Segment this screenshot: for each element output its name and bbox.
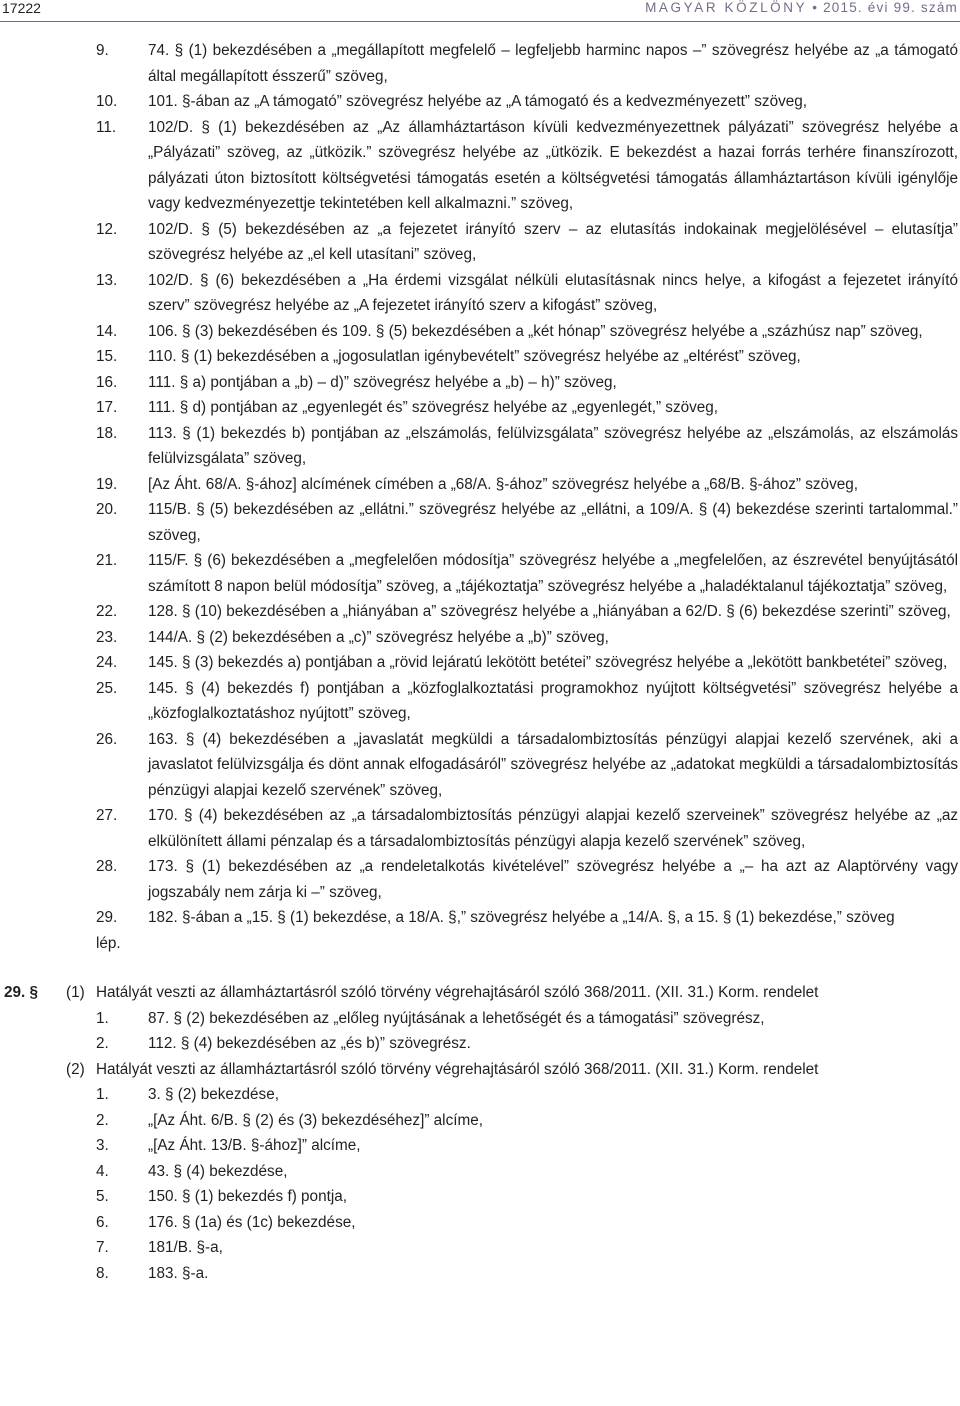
section-label: 29. §: [4, 984, 39, 1001]
point-number: 2.: [96, 1035, 109, 1052]
item-number: 15.: [96, 348, 118, 365]
list-item: [0, 370, 960, 396]
section-paragraph: [0, 1057, 960, 1083]
amendment-list: [0, 38, 960, 931]
paragraph-number: (2): [66, 1060, 85, 1078]
item-text: 163. § (4) bekezdésében a „javaslatát megküldi a társadalombiztosítás pénzügyi alapjai kezelő szervének, aki a javaslatot felülvizsgálja és dönt annak elfogadásáról” szövegrész helyébe az „adatokat megküldi a társadalombiztosítás pénzügyi alapjai kezelő szervének” szöveg,: [148, 730, 958, 799]
paragraph-text: Hatályát veszti az államháztartásról szóló törvény végrehajtásáról szóló 368/2011. (XII. 31.) Korm. rendelet: [96, 984, 819, 1001]
list-item: [0, 548, 960, 599]
issue-label: 2015. évi 99. szám: [823, 0, 958, 15]
list-item: [0, 472, 960, 498]
list-item: [0, 395, 960, 421]
list-item: [0, 319, 960, 345]
list-item: [0, 115, 960, 217]
item-text: 74. § (1) bekezdésében a „megállapított megfelelő – legfeljebb harminc napos –” szövegrész helyébe az „a támogató által megállapított ésszerű” szöveg,: [148, 42, 958, 85]
point-number: 6.: [96, 1213, 109, 1231]
item-text: 173. § (1) bekezdésében az „a rendeletalkotás kivételével” szövegrész helyébe a „– ha azt az Alaptörvény vagy jogszabály nem zárja ki –” szöveg,: [148, 858, 958, 901]
point-number: 7.: [96, 1239, 109, 1256]
section-29: [0, 980, 960, 1286]
list-item: [0, 650, 960, 676]
list-tail: [0, 931, 960, 957]
item-number: 26.: [96, 730, 118, 748]
item-number: 9.: [96, 42, 109, 59]
list-item: [0, 905, 960, 931]
point-number: 1.: [96, 1009, 109, 1027]
point-text: „[Az Áht. 6/B. § (2) és (3) bekezdéséhez]” alcíme,: [148, 1111, 483, 1129]
bullet-separator: •: [812, 0, 819, 15]
list-item: [0, 497, 960, 548]
item-number: 28.: [96, 858, 118, 875]
list-item: [0, 89, 960, 115]
journal-name: MAGYAR KÖZLÖNY: [645, 0, 808, 15]
item-text: 102/D. § (6) bekezdésében a „Ha érdemi vizsgálat nélküli elutasításnak nincs helye, a kifogást a fejezetet irányító szerv” szövegrész helyébe az „A fejezetet irányító szerv a kifogást” szöveg,: [148, 271, 958, 314]
item-number: 17.: [96, 399, 118, 416]
item-text: [Az Áht. 68/A. §-ához] alcímének címében a „68/A. §-ához” szövegrész helyébe a „68/B. §-ához” szöveg,: [148, 475, 858, 493]
item-text: 128. § (10) bekezdésében a „hiányában a” szövegrész helyébe a „hiányában a 62/D. § (6) bekezdése szerinti” szöveg,: [148, 603, 951, 620]
item-text: 106. § (3) bekezdésében és 109. § (5) bekezdésében a „két hónap” szövegrész helyébe a „százhúsz nap” szöveg,: [148, 322, 923, 340]
list-item: [0, 854, 960, 905]
list-item: [0, 803, 960, 854]
point-number: 3.: [96, 1137, 109, 1154]
item-number: 25.: [96, 679, 118, 697]
document-body: [0, 38, 960, 1286]
item-text: 170. § (4) bekezdésében az „a társadalombiztosítás pénzügyi alapjai kezelő szerveinek” szövegrész helyébe az „az elkülönített állami pénzalap és a társadalombiztosítás pénzügyi alapja kezelő szervének” szöveg,: [148, 807, 958, 850]
list-item: [0, 421, 960, 472]
paragraph-point: [0, 1082, 960, 1108]
point-text: 183. §-a.: [148, 1264, 209, 1282]
list-item: [0, 217, 960, 268]
item-number: 21.: [96, 552, 118, 569]
point-number: 2.: [96, 1111, 109, 1129]
point-number: 5.: [96, 1188, 109, 1205]
item-text: 145. § (3) bekezdés a) pontjában a „rövid lejáratú lekötött betétei” szövegrész helyébe a „lekötött bankbetétei” szöveg,: [148, 654, 948, 671]
point-text: 112. § (4) bekezdésében az „és b)” szövegrész.: [148, 1035, 471, 1052]
item-text: 145. § (4) bekezdés f) pontjában a „közfoglalkoztatási programokhoz nyújtott költségvetési” szövegrész helyébe a „közfoglalkoztatáshoz nyújtott” szöveg,: [148, 679, 958, 722]
point-text: 150. § (1) bekezdés f) pontja,: [148, 1188, 347, 1205]
item-number: 10.: [96, 93, 118, 110]
point-text: 87. § (2) bekezdésében az „előleg nyújtásának a lehetőségét és a támogatási” szövegrész,: [148, 1009, 765, 1027]
page-header: [0, 0, 960, 22]
paragraph-point: [0, 1235, 960, 1261]
item-number: 12.: [96, 220, 118, 238]
list-item: [0, 344, 960, 370]
paragraph-point: [0, 1133, 960, 1159]
item-number: 11.: [96, 118, 117, 136]
item-number: 24.: [96, 654, 118, 671]
item-text: 102/D. § (5) bekezdésében az „a fejezetet irányító szerv – az elutasítás indokainak megjelölésével – elutasítja” szövegrész helyébe az „el kell utasítani” szöveg,: [148, 220, 958, 263]
item-text: 111. § d) pontjában az „egyenlegét és” szövegrész helyébe az „egyenlegét,” szöveg,: [148, 399, 719, 416]
item-number: 19.: [96, 475, 118, 493]
point-text: 43. § (4) bekezdése,: [148, 1162, 288, 1180]
list-item: [0, 676, 960, 727]
item-text: 115/F. § (6) bekezdésében a „megfelelően módosítja” szövegrész helyébe a „megfelelően, az észrevétel benyújtásától számított 8 napon belül módosítja” szöveg, a „tájékoztatja” szövegrész helyébe a „haladéktalanul tájékoztatja” szöveg,: [148, 552, 958, 595]
list-item: [0, 268, 960, 319]
page-number: 17222: [2, 0, 41, 16]
point-text: „[Az Áht. 13/B. §-ához]” alcíme,: [148, 1137, 361, 1154]
point-text: 181/B. §-a,: [148, 1239, 223, 1256]
paragraph-point: [0, 1261, 960, 1287]
journal-title: [645, 0, 958, 16]
item-text: 182. §-ában a „15. § (1) bekezdése, a 18/A. §,” szövegrész helyébe a „14/A. §, a 15. § (1) bekezdése,” szöveg: [148, 909, 895, 926]
item-text: 110. § (1) bekezdésében a „jogosulatlan igénybevételt” szövegrész helyébe az „eltérést” szöveg,: [148, 348, 801, 365]
paragraph-point: [0, 1184, 960, 1210]
item-text: 111. § a) pontjában a „b) – d)” szövegrész helyébe a „b) – h)” szöveg,: [148, 373, 617, 391]
item-text: 115/B. § (5) bekezdésében az „ellátni.” szövegrész helyébe az „ellátni, a 109/A. § (4) bekezdése szerinti tartalommal.” szöveg,: [148, 501, 958, 544]
point-number: 8.: [96, 1264, 109, 1282]
item-text: 144/A. § (2) bekezdésében a „c)” szövegrész helyébe a „b)” szöveg,: [148, 628, 609, 646]
item-number: 29.: [96, 909, 118, 926]
item-number: 18.: [96, 424, 118, 442]
item-number: 14.: [96, 322, 118, 340]
list-item: [0, 599, 960, 625]
paragraph-point: [0, 1210, 960, 1236]
list-item: [0, 727, 960, 804]
item-text: 101. §-ában az „A támogató” szövegrész helyébe az „A támogató és a kedvezményezett” szöveg,: [148, 93, 807, 110]
tail-text: lép.: [96, 934, 121, 952]
item-number: 27.: [96, 807, 118, 824]
paragraph-point: [0, 1108, 960, 1134]
point-text: 3. § (2) bekezdése,: [148, 1086, 279, 1103]
item-number: 23.: [96, 628, 118, 646]
item-number: 16.: [96, 373, 118, 391]
list-item: [0, 625, 960, 651]
header-rule: [0, 21, 960, 22]
paragraph-point: [0, 1159, 960, 1185]
paragraph-point: [0, 1006, 960, 1032]
section-first-row: [0, 980, 960, 1006]
paragraph-point: [0, 1031, 960, 1057]
paragraph-number: (1): [66, 984, 85, 1001]
point-number: 1.: [96, 1086, 109, 1103]
item-text: 102/D. § (1) bekezdésében az „Az államháztartáson kívüli kedvezményezettnek pályázati” szövegrész helyébe a „Pályázati” szöveg, az „ütközik.” szövegrész helyébe az „ütközik. E bekezdést a hazai forrás terhére finanszírozott, pályázati úton biztosított költségvetési támogatás esetén a költségvetési támogatás államháztartáson kívüli igénylője vagy kedvezményezettje tekintetében kell alkalmazni.” szöveg,: [148, 118, 958, 212]
list-item: [0, 38, 960, 89]
point-number: 4.: [96, 1162, 109, 1180]
item-number: 22.: [96, 603, 118, 620]
item-number: 20.: [96, 501, 118, 518]
paragraph-text: Hatályát veszti az államháztartásról szóló törvény végrehajtásáról szóló 368/2011. (XII. 31.) Korm. rendelet: [96, 1060, 819, 1078]
item-text: 113. § (1) bekezdés b) pontjában az „elszámolás, felülvizsgálata” szövegrész helyébe az „elszámolás, az elszámolás felülvizsgálata” szöveg,: [148, 424, 958, 467]
item-number: 13.: [96, 271, 118, 289]
point-text: 176. § (1a) és (1c) bekezdése,: [148, 1213, 356, 1231]
